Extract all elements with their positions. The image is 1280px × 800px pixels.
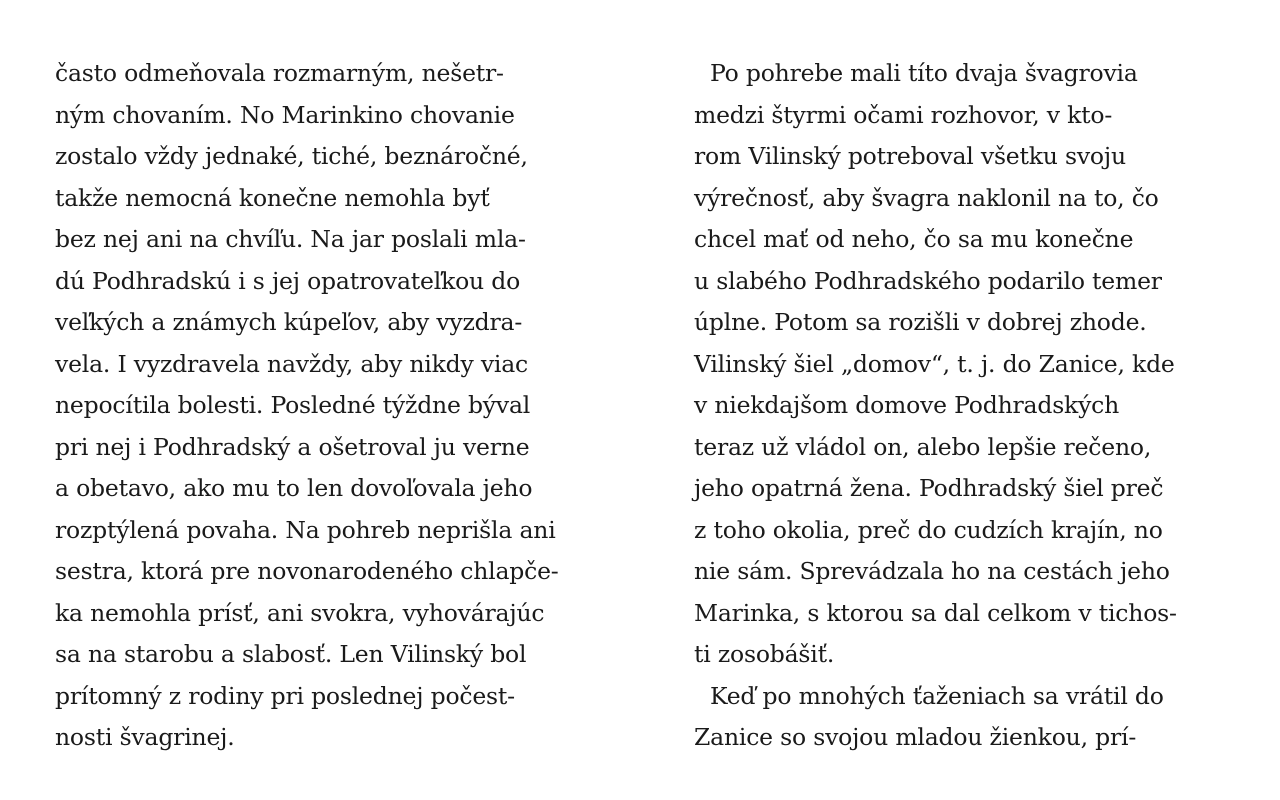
text-line: často odmeňovala rozmarným, nešetr- xyxy=(55,59,504,87)
text-line: rozptýlená povaha. Na pohreb neprišla ani xyxy=(55,515,556,544)
text-line: u slabého Podhradského podarilo temer xyxy=(694,266,1162,295)
text-line: medzi štyrmi očami rozhovor, v kto- xyxy=(694,100,1113,129)
text-line: rom Vilinský potreboval všetku svoju xyxy=(694,142,1126,170)
text-line: Vilinský šiel „domov“, t. j. do Zanice, kde xyxy=(694,349,1175,378)
text-line: vela. I vyzdravela navždy, aby nikdy viac xyxy=(55,349,528,378)
text-line: z toho okolia, preč do cudzích krajín, no xyxy=(694,515,1163,544)
text-line: v niekdajšom domove Podhradských xyxy=(694,391,1120,419)
text-line: pri nej i Podhradský a ošetroval ju verne xyxy=(55,432,530,461)
text-line: a obetavo, ako mu to len dovoľovala jeho xyxy=(55,474,533,502)
text-line: úplne. Potom sa rozišli v dobrej zhode. xyxy=(694,308,1147,336)
text-line: ným chovaním. No Marinkino chovanie xyxy=(55,100,515,129)
right-page-text xyxy=(694,53,1254,759)
text-line: výrečnosť, aby švagra naklonil na to, čo xyxy=(694,183,1159,212)
text-line: ti zosobášiť. xyxy=(694,640,835,668)
left-page-text xyxy=(55,53,615,759)
text-line: ka nemohla prísť, ani svokra, vyhovárajúc xyxy=(55,598,545,627)
text-line: veľkých a známych kúpeľov, aby vyzdra- xyxy=(55,308,523,336)
text-line: zostalo vždy jednaké, tiché, beznáročné, xyxy=(55,142,528,170)
text-line: nepocítila bolesti. Posledné týždne býval xyxy=(55,391,531,419)
paragraph-first-line: Keď po mnohých ťaženiach sa vrátil do xyxy=(710,681,1164,710)
text-line: prítomný z rodiny pri poslednej počest- xyxy=(55,681,515,710)
text-line: teraz už vládol on, alebo lepšie rečeno, xyxy=(694,432,1152,461)
text-line: nosti švagrinej. xyxy=(55,723,235,751)
paragraph-first-line: Po pohrebe mali títo dvaja švagrovia xyxy=(710,59,1138,87)
text-line: sa na starobu a slabosť. Len Vilinský bol xyxy=(55,640,527,668)
text-line: sestra, ktorá pre novonarodeného chlapče- xyxy=(55,557,559,585)
text-line: takže nemocná konečne nemohla byť xyxy=(55,183,490,212)
text-line: jeho opatrná žena. Podhradský šiel preč xyxy=(694,474,1164,502)
text-line: chcel mať od neho, čo sa mu konečne xyxy=(694,225,1134,253)
text-line: bez nej ani na chvíľu. Na jar poslali mla- xyxy=(55,225,526,253)
text-line: nie sám. Sprevádzala ho na cestách jeho xyxy=(694,557,1170,585)
text-line: dú Podhradskú i s jej opatrovateľkou do xyxy=(55,266,521,295)
text-line: Marinka, s ktorou sa dal celkom v tichos- xyxy=(694,598,1177,627)
text-line: Zanice so svojou mladou žienkou, prí- xyxy=(694,723,1137,751)
